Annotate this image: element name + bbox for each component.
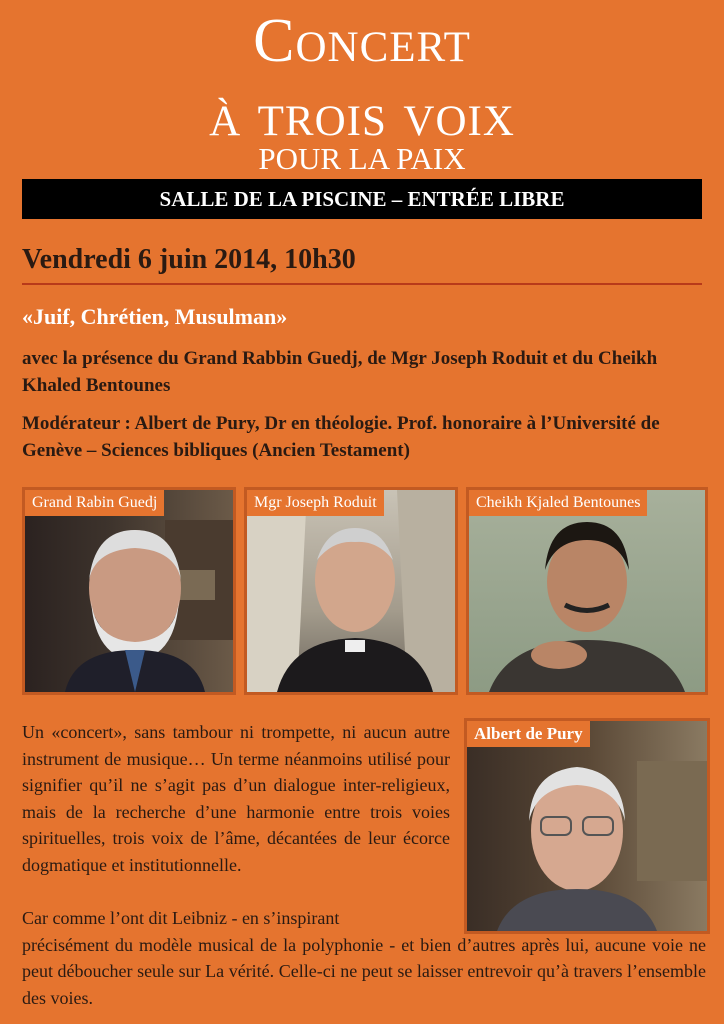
venue-banner: SALLE DE LA PISCINE – ENTRÉE LIBRE — [22, 179, 702, 219]
photo-label: Grand Rabin Guedj — [25, 490, 164, 516]
body-paragraph-2-first-line: Car comme l’ont dit Leibniz - en s’inspirant — [22, 908, 340, 928]
portrait-illustration — [247, 490, 455, 692]
photo-rabbin-guedj — [22, 487, 236, 695]
portrait-illustration — [469, 490, 705, 692]
photo-label: Albert de Pury — [467, 721, 590, 747]
portrait-illustration — [467, 721, 707, 931]
photo-label: Mgr Joseph Roduit — [247, 490, 384, 516]
event-title: «Juif, Chrétien, Musulman» — [22, 304, 288, 329]
photo-label: Cheikh Kjaled Bentounes — [469, 490, 647, 516]
event-date: Vendredi 6 juin 2014, 10h30 — [22, 244, 356, 275]
portrait-illustration — [25, 490, 233, 692]
photo-mgr-roduit — [244, 487, 458, 695]
poster-title-line3: POUR LA PAIX — [258, 141, 466, 176]
moderator-text: Modérateur : Albert de Pury, Dr en théologie. Prof. honoraire à l’Université de Genève – Sciences bibliques (Ancien Testament) — [22, 413, 660, 461]
body-paragraph-2-rest: précisément du modèle musical de la polyphonie - et bien d’autres après lui, aucune voie ne peut déboucher seule sur La vérité. Celle-ci ne peut se laisser entrevoir qu’à travers l’ensemble des voies. — [22, 934, 706, 1008]
photo-albert-de-pury — [464, 718, 710, 934]
presence-text: avec la présence du Grand Rabbin Guedj, de Mgr Joseph Roduit et du Cheikh Khaled Bentounes — [22, 348, 658, 396]
body-paragraph-1: Un «concert», sans tambour ni trompette, ni aucun autre instrument de musique… Un terme néanmoins utilisé pour signifier qu’il ne s’agit pas d’un dialogue inter-religieux, mais de la recherche d’une harmonie entre trois voies spirituelles, trois voix de l’âme, décantées de leur écorce dogmatique et institutionnelle. — [22, 722, 450, 875]
body-paragraph-2 — [22, 905, 706, 1011]
poster-title-line2: à trois voix — [209, 81, 515, 149]
divider-rule — [22, 283, 702, 285]
photo-cheikh-bentounes — [466, 487, 708, 695]
poster-title-line1: Concert — [253, 7, 471, 75]
